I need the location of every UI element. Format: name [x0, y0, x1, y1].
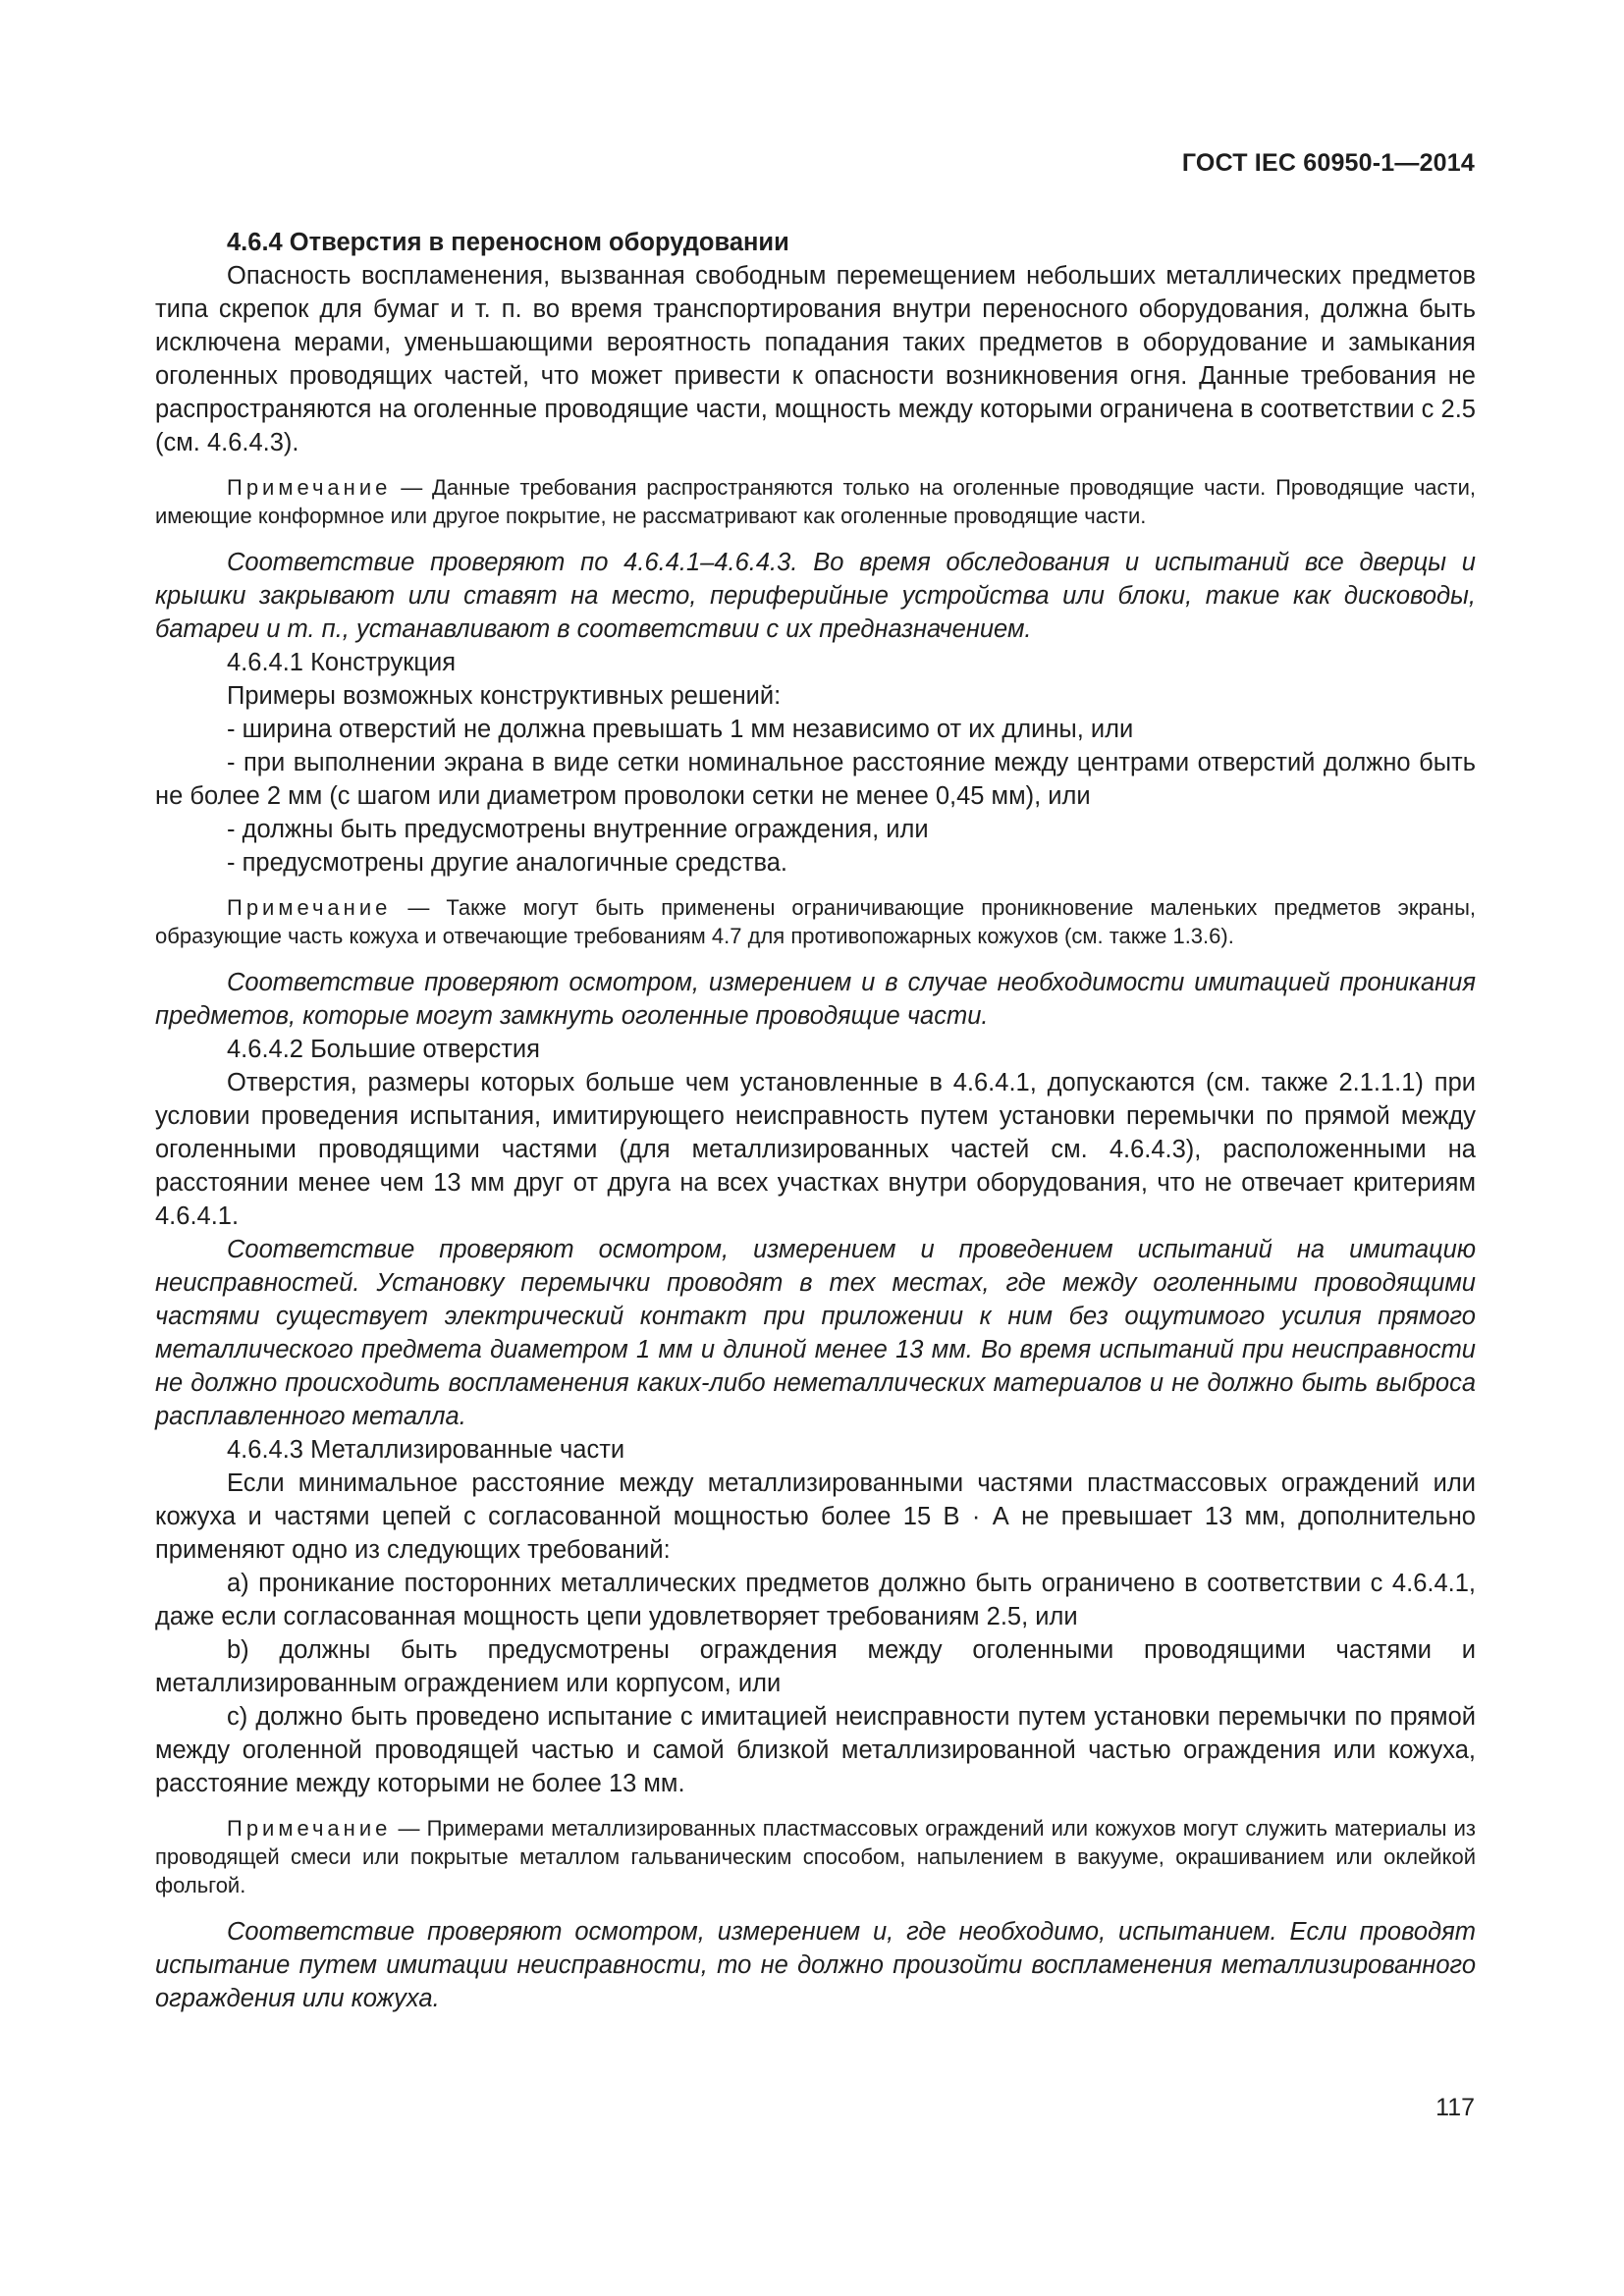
subsection-2-text: Отверстия, размеры которых больше чем установленные в 4.6.4.1, допускаются (см. также 2.1.1.1) при условии проведения испытания, имитирующего неисправность путем установки перемычки по прямой между оголенными проводящими частями (для металлизированных частей см. 4.6.4.3), расположенными на расстоянии менее чем 13 мм друг от друга на всех участках внутри оборудования, что не отвечает критериям 4.6.4.1.: [155, 1069, 1476, 1230]
note-2-text: — Также могут быть применены ограничивающие проникновение маленьких предметов экраны, образующие часть кожуха и отвечающие требованиям 4.7 для противопожарных кожухов (см. также 1.3.6).: [155, 895, 1476, 948]
section-intro: Опасность воспламенения, вызванная свободным перемещением небольших металлических предметов типа скрепок для бумаг и т. п. во время транспортирования внутри переносного оборудования, должна быть исключена мерами, уменьшающими вероятность попадания таких предметов в оборудование и замыкания оголенных проводящих частей, что может привести к опасности возникновения огня. Данные требования не распространяются на оголенные проводящие части, мощность между которыми ограничена в соответствии с 2.5 (см. 4.6.4.3).: [155, 262, 1476, 456]
list-item: - должны быть предусмотрены внутренние ограждения, или: [227, 816, 929, 843]
list-item: c) должно быть проведено испытание с имитацией неисправности путем установки перемычки по прямой между оголенной проводящей частью и самой близкой металлизированной частью ограждения или кожуха, расстояние между которыми не более 13 мм.: [155, 1703, 1476, 1797]
list-item: - ширина отверстий не должна превышать 1 мм независимо от их длины, или: [227, 716, 1134, 743]
note-1-text: — Данные требования распространяются только на оголенные проводящие части. Проводящие части, имеющие конформное или другое покрытие, не рассматривают как оголенные проводящие части.: [155, 475, 1476, 528]
subsection-3-text: Если минимальное расстояние между металлизированными частями пластмассовых ограждений или кожуха и частями цепей с согласованной мощностью более 15 В · А не превышает 13 мм, дополнительно применяют одно из следующих требований:: [155, 1469, 1476, 1564]
list-item: a) проникание посторонних металлических предметов должно быть ограничено в соответствии с 4.6.4.1, даже если согласованная мощность цепи удовлетворяет требованиям 2.5, или: [155, 1570, 1476, 1630]
subsection-title-1: 4.6.4.1 Конструкция: [227, 649, 457, 676]
compliance-4: Соответствие проверяют осмотром, измерением и, где необходимо, испытанием. Если проводят испытание путем имитации неисправности, то не должно произойти воспламенения металлизированного ограждения или кожуха.: [155, 1918, 1476, 2012]
compliance-1: Соответствие проверяют по 4.6.4.1–4.6.4.3. Во время обследования и испытаний все дверцы и крышки закрывают или ставят на место, периферийные устройства или блоки, такие как дисководы, батареи и т. п., устанавливают в соответствии с их предназначением.: [155, 549, 1476, 643]
note-3: [155, 1814, 1476, 1899]
note-1-label: Примечание: [227, 475, 392, 500]
note-3-label: Примечание: [227, 1816, 392, 1841]
subsection-title-2: 4.6.4.2 Большие отверстия: [227, 1036, 540, 1063]
list-item: - предусмотрены другие аналогичные средства.: [227, 849, 787, 877]
note-3-text: — Примерами металлизированных пластмассовых ограждений или кожухов могут служить материалы из проводящей смеси или покрытые металлом гальваническим способом, напылением в вакууме, окрашиванием или оклейкой фольгой.: [155, 1816, 1476, 1897]
note-2: [155, 893, 1476, 950]
list-item: - при выполнении экрана в виде сетки номинальное расстояние между центрами отверстий должно быть не более 2 мм (с шагом или диаметром проволоки сетки не менее 0,45 мм), или: [155, 749, 1476, 810]
note-1: [155, 473, 1476, 530]
section-heading: 4.6.4 Отверстия в переносном оборудовании: [227, 229, 789, 256]
document-header: ГОСТ IEC 60950-1—2014: [1181, 149, 1475, 177]
subsection-title-3: 4.6.4.3 Металлизированные части: [227, 1436, 625, 1464]
compliance-3: Соответствие проверяют осмотром, измерением и проведением испытаний на имитацию неисправностей. Установку перемычки проводят в тех местах, где между оголенными проводящими частями существует электрический контакт при приложении к ним без ощутимого усилия прямого металлического предмета диаметром 1 мм и длиной менее 13 мм. Во время испытаний при неисправности не должно происходить воспламенения каких-либо неметаллических материалов и не должно быть выброса расплавленного металла.: [155, 1236, 1476, 1430]
page-number: 117: [1435, 2094, 1475, 2121]
document-body: [155, 226, 1476, 2015]
compliance-2: Соответствие проверяют осмотром, измерением и в случае необходимости имитацией проникания предметов, которые могут замкнуть оголенные проводящие части.: [155, 969, 1476, 1030]
note-2-label: Примечание: [227, 895, 392, 920]
subsection-1-intro: Примеры возможных конструктивных решений:: [227, 682, 782, 710]
list-item: b) должны быть предусмотрены ограждения между оголенными проводящими частями и металлизированным ограждением или корпусом, или: [155, 1636, 1476, 1697]
